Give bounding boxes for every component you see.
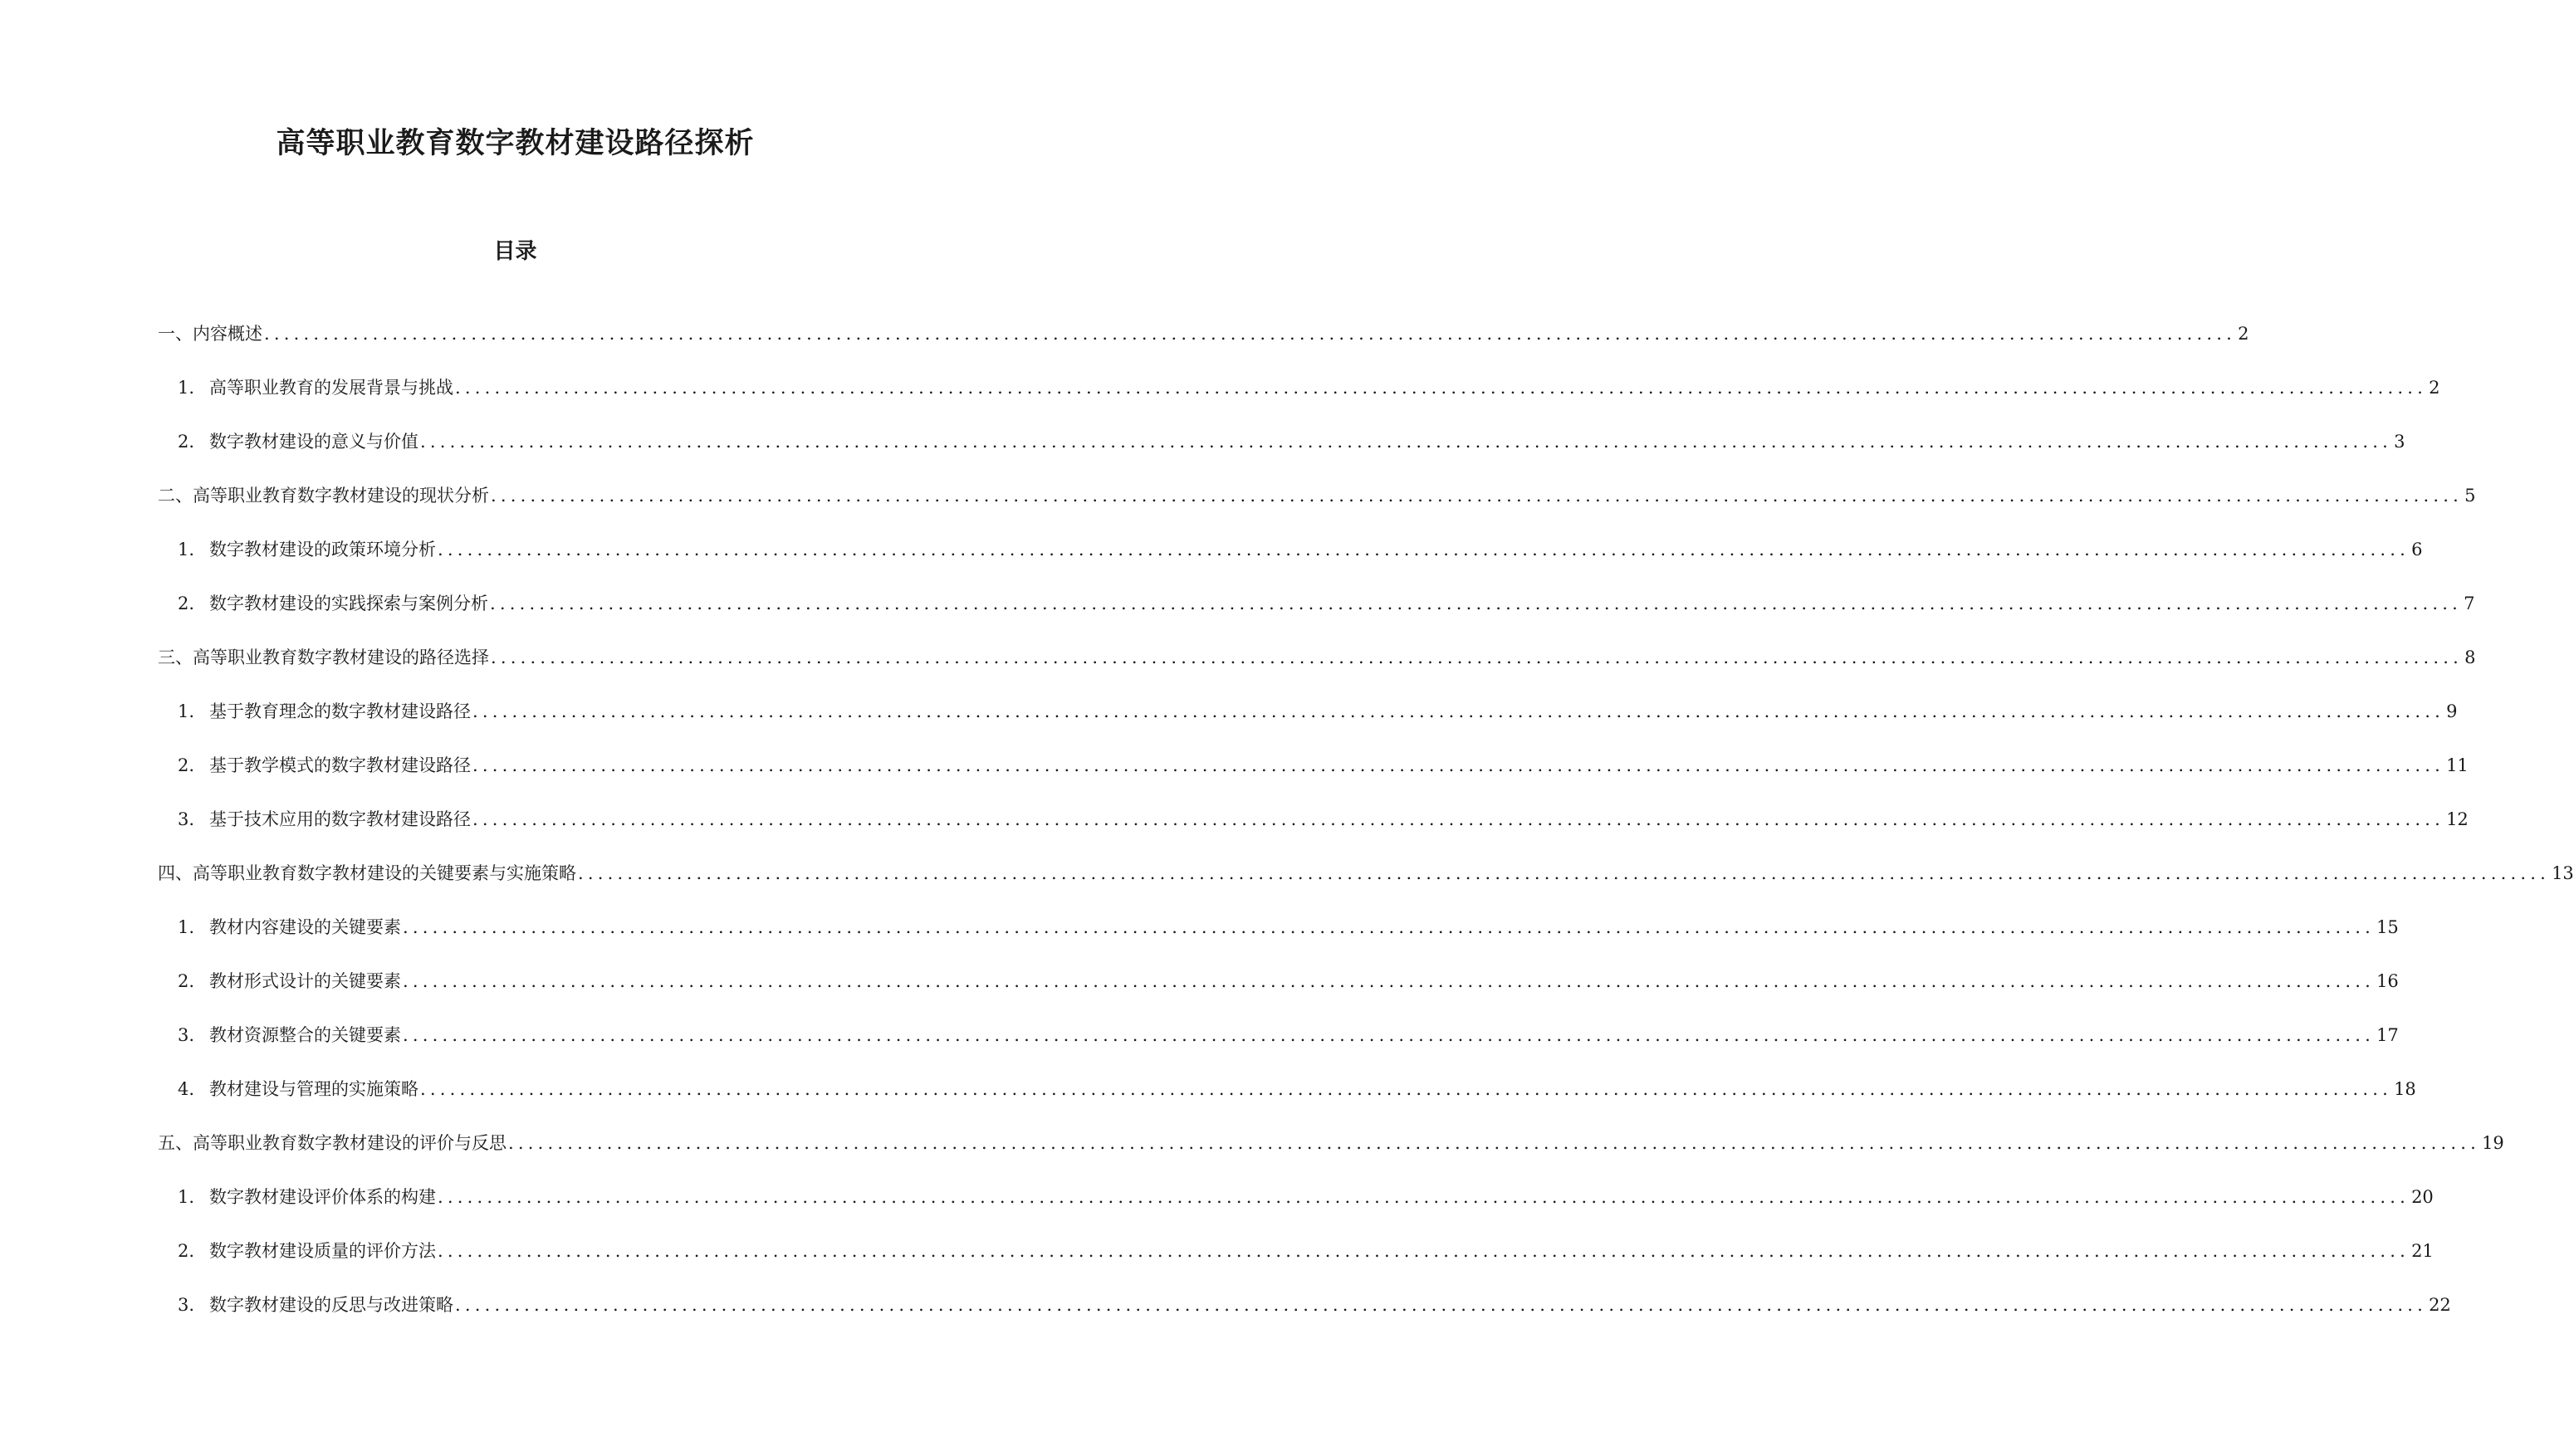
toc-entry-text: 一、内容概述: [158, 324, 262, 344]
toc-entry-page: 15: [2376, 917, 2399, 937]
toc-entry-number: 1.: [178, 701, 195, 721]
toc-entry-2-1[interactable]: [178, 536, 2423, 563]
toc-dot-leader: ........................................................................................................................................................................................................: [403, 1025, 2376, 1045]
toc-entry-number: 3.: [178, 1295, 195, 1315]
toc-entry-1-1[interactable]: [178, 374, 2440, 401]
toc-entry-text: 基于技术应用的数字教材建设路径: [209, 809, 471, 829]
toc-dot-leader: ........................................................................................................................................................................................................: [508, 1133, 2481, 1153]
toc-entry-page: 6: [2411, 540, 2423, 559]
toc-entry-text: 教材资源整合的关键要素: [209, 1025, 401, 1045]
toc-entry-2-2[interactable]: [178, 590, 2475, 617]
toc-entry-text: 数字教材建设的意义与价值: [209, 432, 418, 452]
toc-entry-number: 2.: [178, 755, 195, 775]
toc-entry-text: 高等职业教育的发展背景与挑战: [209, 378, 453, 398]
toc-entry-page: 21: [2411, 1241, 2434, 1261]
toc-entry-number: 1.: [178, 1187, 195, 1207]
toc-entry-page: 3: [2394, 432, 2405, 452]
toc-entry-text: 五、高等职业教育数字教材建设的评价与反思: [158, 1133, 506, 1153]
toc-entry-text: 数字教材建设的政策环境分析: [209, 540, 436, 559]
toc-entry-page: 18: [2394, 1079, 2416, 1099]
toc-entry-3-1[interactable]: [178, 698, 2458, 725]
toc-entry-3-3[interactable]: [178, 806, 2469, 833]
toc-entry-page: 13: [2552, 863, 2574, 883]
toc-entry-number: 2.: [178, 971, 195, 991]
toc-entry-page: 2: [2429, 378, 2440, 398]
toc-entry-section-5[interactable]: [158, 1130, 2504, 1156]
toc-entry-number: 1.: [178, 378, 195, 398]
toc-dot-leader: ........................................................................................................................................................................................................: [490, 594, 2463, 613]
toc-entry-text: 教材内容建设的关键要素: [209, 917, 401, 937]
toc-entry-section-1[interactable]: [158, 320, 2249, 347]
toc-entry-text: 数字教材建设评价体系的构建: [209, 1187, 436, 1207]
toc-dot-leader: ........................................................................................................................................................................................................: [472, 809, 2445, 829]
toc-entry-4-2[interactable]: [178, 968, 2399, 994]
toc-heading: 目录: [493, 239, 537, 264]
toc-dot-leader: ........................................................................................................................................................................................................: [455, 1295, 2428, 1315]
toc-entry-text: 四、高等职业教育数字教材建设的关键要素与实施策略: [158, 863, 576, 883]
document-title: 高等职业教育数字教材建设路径探析: [276, 127, 755, 160]
toc-dot-leader: ........................................................................................................................................................................................................: [491, 486, 2464, 506]
toc-entry-text: 数字教材建设的实践探索与案例分析: [209, 594, 488, 613]
toc-entry-page: 11: [2446, 755, 2469, 775]
toc-entry-number: 2.: [178, 432, 195, 452]
toc-dot-leader: ........................................................................................................................................................................................................: [420, 432, 2393, 452]
toc-dot-leader: ........................................................................................................................................................................................................: [455, 378, 2428, 398]
toc-entry-4-1[interactable]: [178, 914, 2399, 941]
toc-entry-3-2[interactable]: [178, 752, 2469, 779]
toc-dot-leader: ........................................................................................................................................................................................................: [264, 324, 2237, 344]
toc-entry-number: 3.: [178, 1025, 195, 1045]
toc-entry-section-2[interactable]: [158, 482, 2476, 509]
toc-dot-leader: ........................................................................................................................................................................................................: [472, 701, 2445, 721]
toc-entry-page: 9: [2446, 701, 2458, 721]
toc-entry-page: 7: [2464, 594, 2475, 613]
toc-entry-section-4[interactable]: [158, 860, 2574, 887]
toc-entry-page: 2: [2238, 324, 2249, 344]
toc-entry-5-1[interactable]: [178, 1184, 2434, 1210]
toc-entry-number: 3.: [178, 809, 195, 829]
toc-entry-1-2[interactable]: [178, 428, 2405, 455]
toc-dot-leader: ........................................................................................................................................................................................................: [420, 1079, 2393, 1099]
toc-entry-text: 教材形式设计的关键要素: [209, 971, 401, 991]
toc-entry-text: 数字教材建设质量的评价方法: [209, 1241, 436, 1261]
toc-entry-number: 1.: [178, 540, 195, 559]
toc-dot-leader: ........................................................................................................................................................................................................: [438, 1187, 2410, 1207]
toc-entry-page: 12: [2446, 809, 2469, 829]
toc-entry-page: 17: [2376, 1025, 2399, 1045]
toc-dot-leader: ........................................................................................................................................................................................................: [403, 917, 2376, 937]
toc-entry-number: 2.: [178, 1241, 195, 1261]
toc-entry-number: 2.: [178, 594, 195, 613]
toc-dot-leader: ........................................................................................................................................................................................................: [438, 1241, 2410, 1261]
toc-entry-5-3[interactable]: [178, 1292, 2451, 1318]
toc-entry-text: 基于教学模式的数字教材建设路径: [209, 755, 471, 775]
toc-entry-4-3[interactable]: [178, 1022, 2399, 1048]
toc-dot-leader: ........................................................................................................................................................................................................: [578, 863, 2551, 883]
toc-entry-page: 5: [2464, 486, 2476, 506]
toc-entry-5-2[interactable]: [178, 1238, 2434, 1264]
toc-entry-page: 19: [2482, 1133, 2504, 1153]
toc-entry-text: 三、高等职业教育数字教材建设的路径选择: [158, 647, 489, 667]
toc-entry-page: 16: [2376, 971, 2399, 991]
toc-entry-page: 22: [2429, 1295, 2451, 1315]
toc-dot-leader: ........................................................................................................................................................................................................: [403, 971, 2376, 991]
toc-entry-text: 数字教材建设的反思与改进策略: [209, 1295, 453, 1315]
toc-entry-section-3[interactable]: [158, 644, 2476, 671]
toc-dot-leader: ........................................................................................................................................................................................................: [491, 647, 2464, 667]
toc-entry-page: 20: [2411, 1187, 2434, 1207]
toc-entry-page: 8: [2464, 647, 2476, 667]
toc-entry-text: 教材建设与管理的实施策略: [209, 1079, 418, 1099]
toc-dot-leader: ........................................................................................................................................................................................................: [472, 755, 2445, 775]
toc-entry-text: 二、高等职业教育数字教材建设的现状分析: [158, 486, 489, 506]
toc-dot-leader: ........................................................................................................................................................................................................: [438, 540, 2410, 559]
toc-entry-4-4[interactable]: [178, 1076, 2416, 1102]
toc-entry-text: 基于教育理念的数字教材建设路径: [209, 701, 471, 721]
toc-entry-number: 1.: [178, 917, 195, 937]
toc-entry-number: 4.: [178, 1079, 195, 1099]
